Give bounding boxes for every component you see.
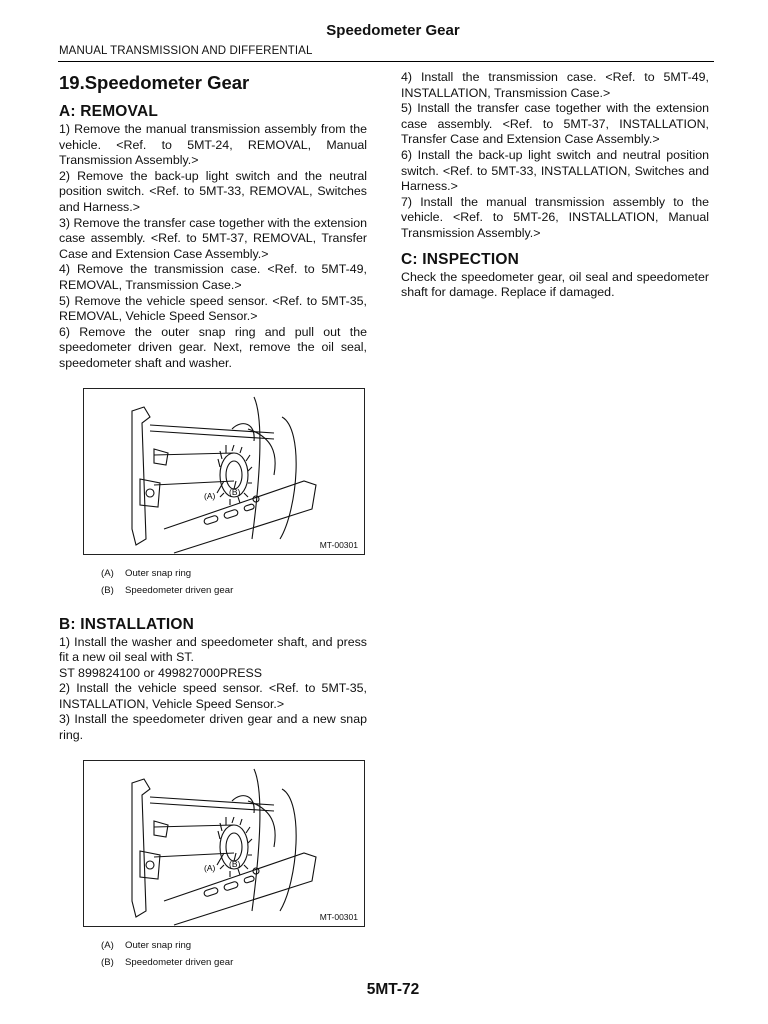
figure-speedometer-gear-removal <box>83 388 365 555</box>
removal-heading: A: REMOVAL <box>59 103 159 120</box>
legend-item: (A) Outer snap ring <box>101 567 192 579</box>
right-column <box>401 70 709 301</box>
page-title: Speedometer Gear <box>326 22 460 39</box>
removal-step-4: 4) Remove the transmission case. <Ref. to 5MT-49, REMOVAL, Transmission Case.> <box>59 262 367 292</box>
removal-step-6: 6) Remove the outer snap ring and pull out the speedometer driven gear. Next, remove the oil seal, speedometer shaft and washer. <box>59 324 367 370</box>
figure-legend <box>101 937 367 971</box>
installation-step-3: 3) Install the speedometer driven gear and a new snap ring. <box>59 712 367 743</box>
inspection-heading: C: INSPECTION <box>401 250 519 268</box>
label-b: (B) <box>229 486 241 497</box>
removal-step-1: 1) Remove the manual transmission assembly from the vehicle. <Ref. to 5MT-24, REMOVAL, Manual Transmission Assembly.> <box>59 122 367 168</box>
main-title: 19.Speedometer Gear <box>59 72 250 93</box>
legend-item: (A) Outer snap ring <box>101 939 192 951</box>
page-number: 5MT-72 <box>366 981 420 998</box>
installation-step-7: 7) Install the manual transmission assembly to the vehicle. <Ref. to 5MT-26, INSTALLATION, Manual Transmission Assembly.> <box>401 194 709 240</box>
installation-heading: B: INSTALLATION <box>59 615 195 633</box>
figure-legend <box>101 565 367 599</box>
special-tool-line: ST 899824100 or 499827000PRESS <box>59 665 262 680</box>
installation-step-2: 2) Install the vehicle speed sensor. <Ref. to 5MT-35, INSTALLATION, Vehicle Speed Sensor.> <box>59 681 367 711</box>
installation-step-4: 4) Install the transmission case. <Ref. to 5MT-49, INSTALLATION, Transmission Case.> <box>401 70 709 100</box>
left-column <box>59 70 367 971</box>
removal-step-3: 3) Remove the transfer case together with the extension case assembly. <Ref. to 5MT-37, REMOVAL, Transfer Case and Extension Case Assembly.> <box>59 215 367 261</box>
removal-step-5: 5) Remove the vehicle speed sensor. <Ref. to 5MT-35, REMOVAL, Vehicle Speed Sensor.> <box>59 293 367 324</box>
installation-step-5: 5) Install the transfer case together with the extension case assembly. <Ref. to 5MT-37, INSTALLATION, Transfer Case and Extension Case Assembly.> <box>401 101 709 147</box>
installation-step-1: 1) Install the washer and speedometer shaft, and press fit a new oil seal with ST. <box>59 634 367 665</box>
legend-item: (B) Speedometer driven gear <box>101 584 234 596</box>
transmission-diagram <box>84 389 364 554</box>
section-label: MANUAL TRANSMISSION AND DIFFERENTIAL <box>59 45 313 57</box>
legend-item: (B) Speedometer driven gear <box>101 956 234 968</box>
figure-code: MT-00301 <box>319 539 358 550</box>
figure-code: MT-00301 <box>319 911 358 922</box>
header-rule <box>58 61 714 62</box>
transmission-diagram <box>84 761 364 926</box>
label-b: (B) <box>229 858 241 869</box>
removal-step-2: 2) Remove the back-up light switch and the neutral position switch. <Ref. to 5MT-33, REMOVAL, Switches and Harness.> <box>59 168 367 214</box>
installation-step-6: 6) Install the back-up light switch and neutral position switch. <Ref. to 5MT-33, INSTALLATION, Switches and Harness.> <box>401 147 709 194</box>
label-a: (A) <box>204 862 216 873</box>
inspection-text: Check the speedometer gear, oil seal and speedometer shaft for damage. Replace if damaged. <box>401 269 709 300</box>
figure-speedometer-gear-installation <box>83 760 365 927</box>
label-a: (A) <box>204 490 216 501</box>
